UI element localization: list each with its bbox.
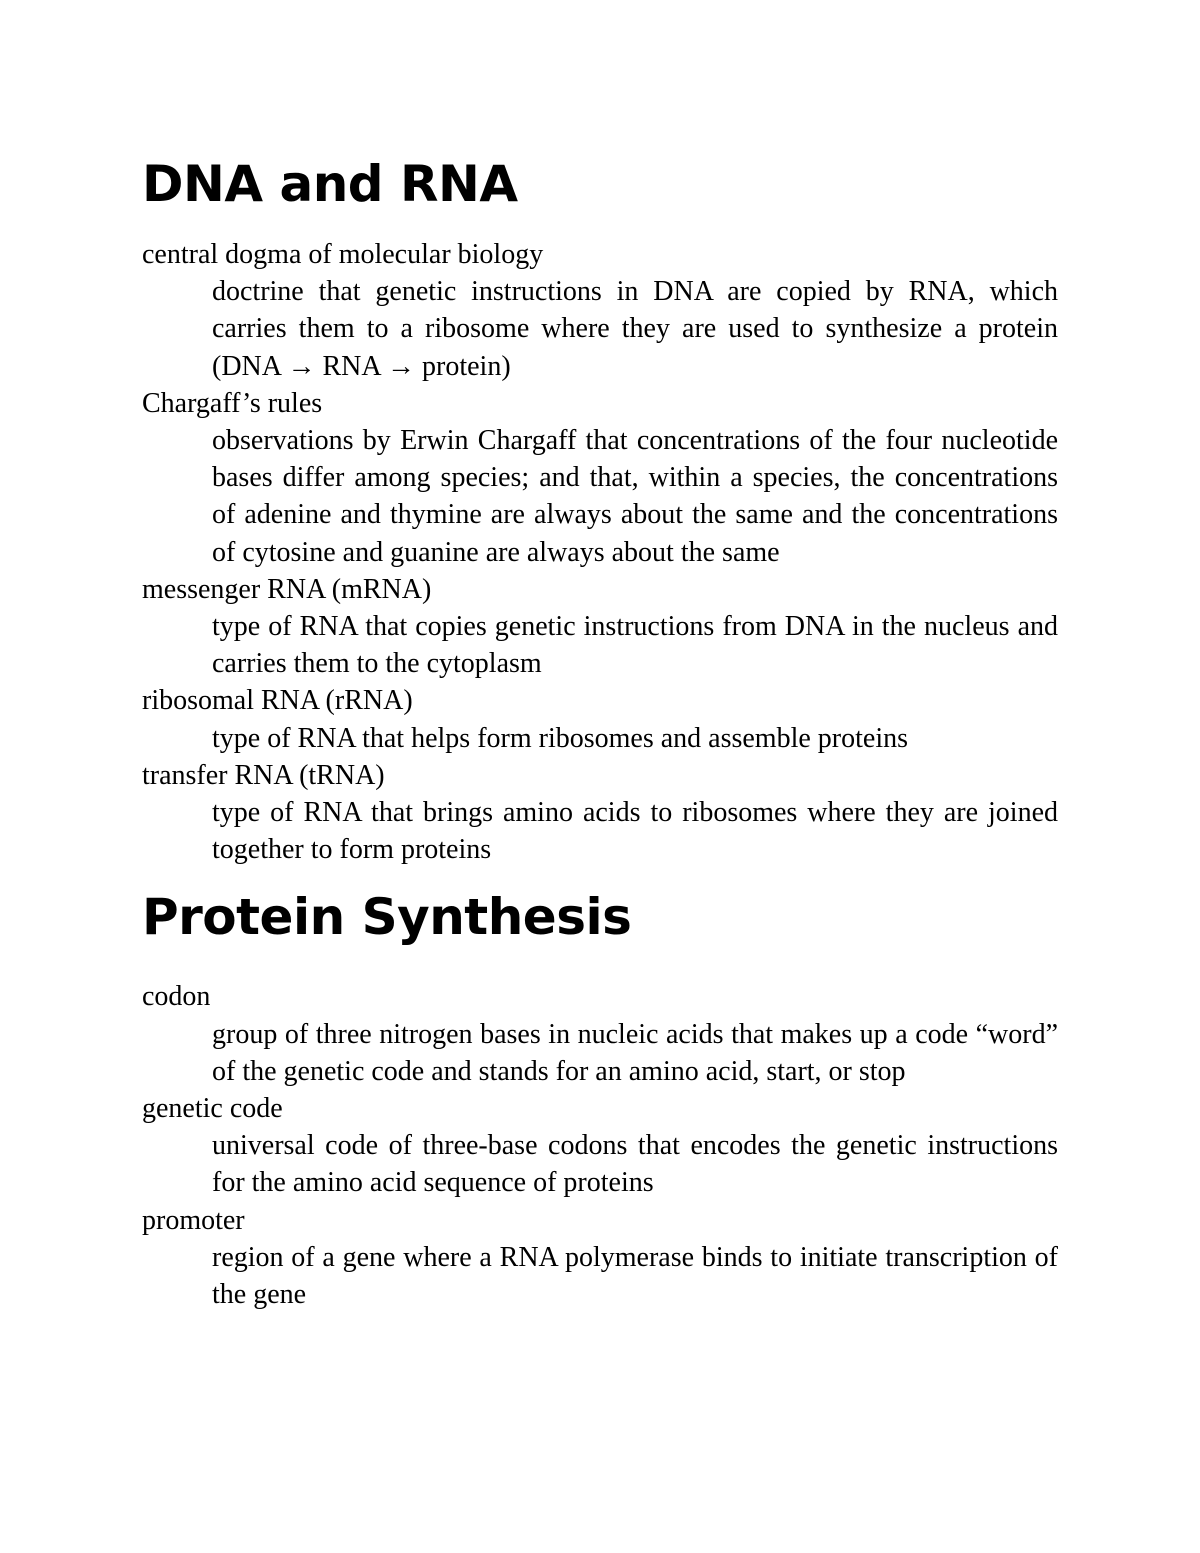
glossary-term: genetic code — [142, 1093, 283, 1125]
glossary-term: messenger RNA (mRNA) — [142, 573, 432, 605]
glossary-definition: observations by Erwin Chargaff that concentrations of the four nucleotide bases differ among species; and that, within a species, the concentrations of adenine and thymine are always about the same and the concentrations of cytosine and guanine are always about the same — [212, 425, 1058, 568]
glossary-definition: universal code of three-base codons that encodes the genetic instructions for the amino acid sequence of proteins — [212, 1130, 1058, 1199]
glossary-dna-and-rna — [142, 236, 1058, 868]
glossary-definition: doctrine that genetic instructions in DNA are copied by RNA, which carries them to a ribosome where they are used to synthesize a protein (DNA → RNA → protein) — [212, 276, 1058, 382]
glossary-term: Chargaff’s rules — [142, 387, 323, 419]
section-title-dna-and-rna: DNA and RNA — [142, 155, 518, 213]
glossary-definition: region of a gene where a RNA polymerase binds to initiate transcription of the gene — [212, 1241, 1058, 1311]
glossary-definition: group of three nitrogen bases in nucleic acids that makes up a code “word” of the genetic code and stands for an amino acid, start, or stop — [212, 1018, 1058, 1087]
section-title-protein-synthesis: Protein Synthesis — [142, 888, 632, 947]
glossary-definition: type of RNA that helps form ribosomes and assemble proteins — [212, 722, 908, 754]
glossary-term: central dogma of molecular biology — [142, 239, 544, 270]
glossary-protein-synthesis — [142, 978, 1058, 1313]
glossary-definition: type of RNA that brings amino acids to ribosomes where they are joined together to form proteins — [212, 797, 1058, 866]
glossary-term: ribosomal RNA (rRNA) — [142, 685, 413, 717]
glossary-definition: type of RNA that copies genetic instructions from DNA in the nucleus and carries them to the cytoplasm — [212, 611, 1058, 680]
document-page — [142, 148, 1058, 1313]
glossary-term: codon — [142, 981, 211, 1013]
glossary-term: promoter — [142, 1204, 245, 1236]
glossary-term: transfer RNA (tRNA) — [142, 759, 385, 791]
